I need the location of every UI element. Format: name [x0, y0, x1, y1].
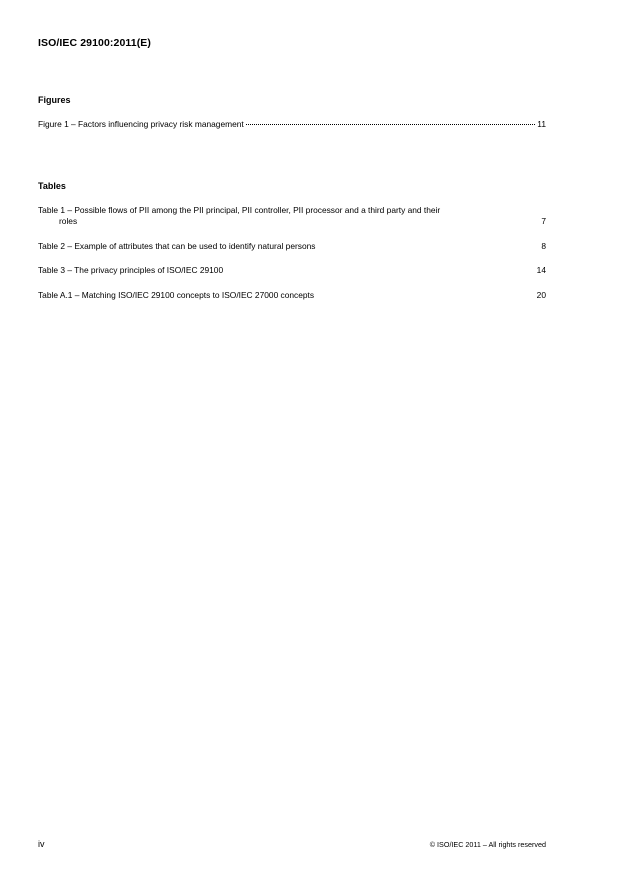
dot-leader: [246, 124, 536, 125]
table-entry[interactable]: [38, 290, 546, 301]
entry-label: Table A.1 – Matching ISO/IEC 29100 concepts to ISO/IEC 27000 concepts: [38, 290, 315, 300]
table-entry[interactable]: [38, 241, 546, 252]
entry-label-continuation: roles: [59, 216, 78, 226]
figure-entry[interactable]: [38, 119, 546, 130]
table-entry[interactable]: [38, 205, 546, 227]
entry-page: 8: [541, 241, 546, 251]
footer-copyright: © ISO/IEC 2011 – All rights reserved: [429, 840, 546, 849]
entry-page: 14: [536, 265, 546, 275]
figures-heading: Figures: [38, 95, 71, 105]
entry-label: Table 2 – Example of attributes that can be used to identify natural persons: [38, 241, 316, 251]
entry-page: 11: [537, 119, 546, 129]
entry-page: 20: [536, 290, 546, 300]
document-id: ISO/IEC 29100:2011(E): [38, 37, 151, 49]
entry-label: Table 1 – Possible flows of PII among the PII principal, PII controller, PII processor and a third party and their: [38, 205, 441, 215]
table-entry[interactable]: [38, 265, 546, 276]
entry-page: 7: [541, 216, 546, 226]
footer-page-number: iv: [38, 839, 45, 849]
entry-label: Figure 1 – Factors influencing privacy risk management: [38, 119, 244, 129]
tables-heading: Tables: [38, 181, 66, 191]
entry-label: Table 3 – The privacy principles of ISO/IEC 29100: [38, 265, 224, 275]
